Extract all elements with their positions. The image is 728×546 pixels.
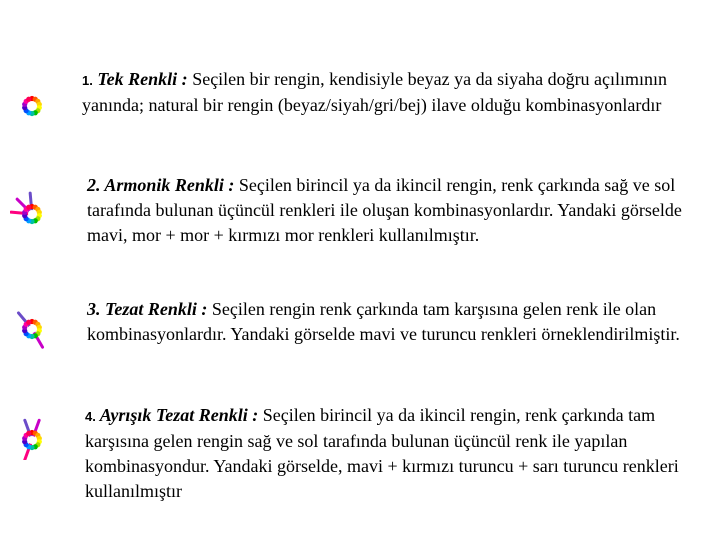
color-wheel-split-complementary-icon (10, 416, 54, 460)
item-heading-text: Tek Renkli : (97, 69, 188, 89)
item-heading (87, 299, 207, 319)
item-heading (87, 175, 234, 195)
item-body: Seçilen birincil ya da ikincil rengin, renk çarkında tam karşısına gelen rengin sağ ve sol tarafında bulunan üçüncül renk ile yapılan kombinasyondur. Yandaki görselde, mavi + kırmızı turuncu + sarı turuncu renkleri kullanılmıştır (85, 405, 679, 501)
item-body: Seçilen rengin renk çarkında tam karşısına gelen renk ile olan kombinasyonlardır. Yandaki görselde mavi ve turuncu renkleri örneklendirilmiştir. (87, 299, 680, 344)
item-body: Seçilen bir rengin, kendisiyle beyaz ya da siyaha doğru açılımının yanında; natural bir rengin (beyaz/siyah/gri/bej) ilave olduğu kombinasyonlardır (82, 69, 668, 115)
item-number: 2. (87, 175, 101, 195)
color-wheel-analogous-icon (10, 190, 54, 234)
item-heading (82, 69, 188, 89)
item-number: 4. (85, 409, 96, 424)
item-heading-text: Ayrışık Tezat Renkli : (99, 405, 259, 425)
item-tezat-renkli (87, 297, 707, 347)
item-heading (85, 405, 258, 425)
color-wheel-monochrome-icon (10, 82, 54, 126)
item-heading-text: Tezat Renkli : (105, 299, 208, 319)
item-body: Seçilen birincil ya da ikincil rengin, renk çarkında sağ ve sol tarafında bulunan üçüncül renkleri ile oluşan kombinasyonlardır. Yandaki görselde mavi, mor + mor + kırmızı mor renkleri kullanılmıştır. (87, 175, 682, 245)
item-heading-text: Armonik Renkli : (104, 175, 235, 195)
item-armonik-renkli (87, 173, 687, 248)
item-tek-renkli (82, 67, 682, 118)
item-number: 1. (82, 73, 93, 88)
item-number: 3. (87, 299, 101, 319)
color-wheel-complementary-icon (10, 305, 54, 349)
item-ayrisik-tezat-renkli (85, 403, 710, 504)
